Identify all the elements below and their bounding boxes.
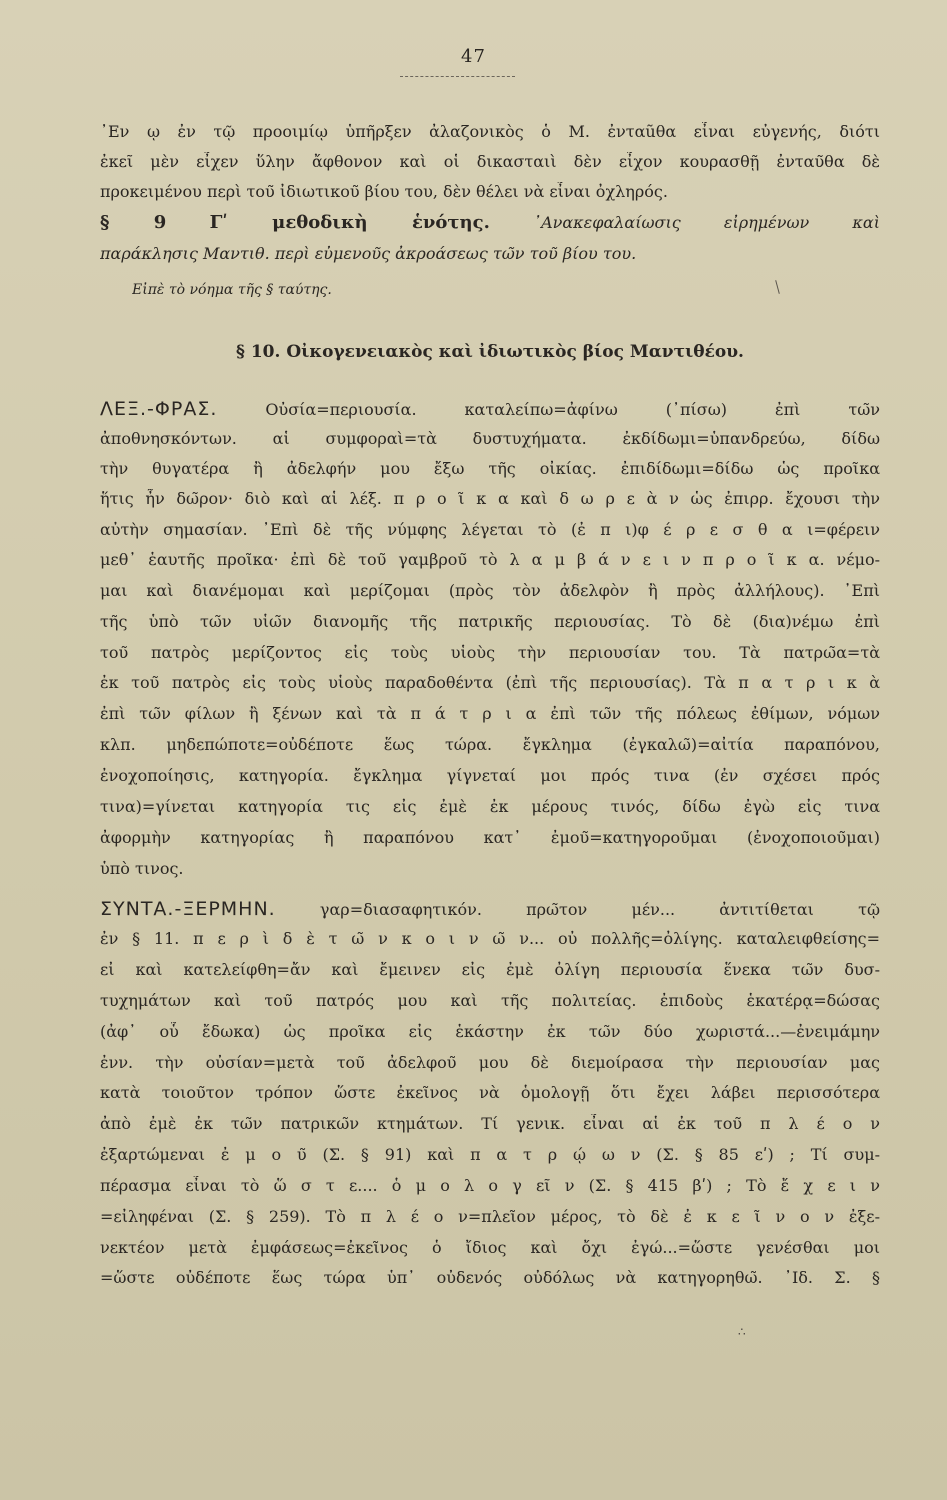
text-line: εἰ καὶ κατελείφθη=ἄν καὶ ἔμεινεν εἰς ἐμὲ ὀλίγη περιουσία ἕνεκα τω̃ν δυσ- [100,960,880,979]
text-line: ἐκεῖ μὲν εἶχεν ὕλην ἄφθονον καὶ οἱ δικασταιὶ δὲν εἶχον κουρασθῇ ἐνταυ̃θα δὲ [100,152,880,171]
text-line: =ὥστε οὐδέποτε ἕως τώρα ὑπ᾿ οὐδενός οὐδόλως νὰ κατηγορηθω̃. ᾿Ιδ. Σ. § [100,1268,880,1287]
syntax-line-1 [100,898,880,920]
section-9-text-continued: παράκλησις Μαντιθ. περὶ εὐμενου̃ς ἀκροάσεως τω̃ν του̃ βίου του. [100,244,637,263]
text-line: ἐνν. τὴν οὐσίαν=μετὰ του̃ ἀδελφου̃ μου δὲ διεμοίρασα τὴν περιουσίαν μας [100,1053,880,1072]
stray-tick [775,280,780,294]
text-line: τινα)=γίνεται κατηγορία τις εἰς ἐμὲ ἐκ μέρους τινός, δίδω ἐγὼ εἰς τινα [100,797,880,816]
text-line: ἀφορμὴν κατηγορίας ἢ παραπόνου κατ᾿ ἐμου̃=κατηγορου̃μαι (ἐνοχοποιου̃μαι) [100,828,880,847]
lexfras-text: Οὐσία=περιουσία. καταλείπω=ἀφίνω (᾿πίσω) ἐπὶ τω̃ν [265,400,880,419]
text-line: κατὰ τοιου̃τον τρόπον ὥστε ἐκει̃νος νὰ ὁμολογῇ ὅτι ἔχει λάβει περισσότερα [100,1083,880,1102]
text-line: προκειμένου περὶ του̃ ἰδιωτικου̃ βίου του, δὲν θέλει νὰ εἶναι ὀχληρός. [100,182,668,201]
text-line: ἐνοχοποίησις, κατηγορία. ἔγκλημα γίγνεταί μοι πρός τινα (ἐν σχέσει πρός [100,766,880,785]
text-line: ᾿Εν ῳ ἐν τῷ προοιμίῳ ὑπη̃ρξεν ἀλαζονικὸς ὁ Μ. ἐνταũθα εἶναι εὐγενής, διότι [100,122,880,141]
text-line: κλπ. μηδεπώποτε=οὐδέποτε ἕως τώρα. ἔγκλημα (ἐγκαλω̃)=αἰτία παραπόνου, [100,735,880,754]
text-line: ὑπὸ τινος. [100,859,184,878]
text-line: αὐτὴν σημασίαν. ᾿Επὶ δὲ τη̃ς νύμφης λέγεται τὸ (ἐ π ι)φ έ ρ ε σ θ α ι=φέρειν [100,520,880,539]
lexfras-line-1 [100,398,880,420]
text-line: μαι καὶ διανέμομαι καὶ μερίζομαι (πρὸς τὸν ἀδελφὸν ἢ πρὸς ἀλλήλους). ᾿Επὶ [100,581,880,600]
section-9-number: § 9 [100,212,167,233]
text-line: τὴν θυγατέρα ἢ ἀδελφήν μου ἔξω τη̃ς οἰκίας. ἐπιδίδωμι=δίδω ὡς προι̃κα [100,459,880,478]
section-10-heading: § 10. Οἰκογενειακὸς καὶ ἰδιωτικὸς βίος Μαντιθέου. [236,342,744,362]
section-9-note: Εἰπὲ τὸ νόημα τη̃ς § ταύτης. [132,282,332,298]
syntax-label: ΣΥΝΤΑ.-ΞΕΡΜΗΝ. [100,898,276,920]
text-line: ἀποθνησκόντων. αἱ συμφοραὶ=τὰ δυστυχήματα. ἐκδίδωμι=ὑπανδρεύω, δίδω [100,429,880,448]
section-9-title: Γʹ μεθοδικὴ ἑνότης. [209,212,490,233]
syntax-text: γαρ=διασαφητικόν. πρω̃τον μέν... ἀντιτίθεται τῷ [319,900,880,919]
header-rule [400,76,515,77]
text-line: =εἰληφέναι (Σ. § 259). Τὸ π λ έ ο ν=πλει̃ον μέρος, τὸ δὲ ἐ κ ε ι̃ ν ο ν ἐξε- [100,1207,880,1226]
text-line: ἐν § 11. π ε ρ ὶ δ ὲ τ ω̃ ν κ ο ι ν ω̃ ν... οὐ πολλη̃ς=ὀλίγης. καταλειφθείσης= [100,929,880,948]
lexfras-label: ΛΕΞ.-ΦΡΑΣ. [100,398,218,420]
text-line: τη̃ς ὑπὸ τω̃ν υἱω̃ν διανομη̃ς τη̃ς πατρικη̃ς περιουσίας. Τὸ δὲ (δια)νέμω ἐπὶ [100,612,880,631]
text-line: ἐκ του̃ πατρὸς εἰς τοὺς υἱοὺς παραδοθέντα (ἐπὶ τη̃ς περιουσίας). Τὰ π α τ ρ ι κ ὰ [100,673,880,692]
text-line: ἥτις ἦν δω̃ρον· διὸ καὶ αἱ λέξ. π ρ ο ι̃ κ α καὶ δ ω ρ ε ὰ ν ὡς ἐπιρρ. ἔχουσι τὴν [100,489,880,508]
text-line: ἀπὸ ἐμὲ ἐκ τω̃ν πατρικω̃ν κτημάτων. Τί γενικ. εἶναι αἱ ἐκ του̃ π λ έ ο ν [100,1114,880,1133]
section-9-heading-line [100,212,880,233]
text-line: πέρασμα εἶναι τὸ ὥ σ τ ε.... ὁ μ ο λ ο γ εῖ ν (Σ. § 415 βʹ) ; Τὸ ἔ χ ε ι ν [100,1176,880,1195]
text-line: ἐπὶ τω̃ν φίλων ἢ ξένων καὶ τὰ π ά τ ρ ι α ἐπὶ τω̃ν τη̃ς πόλεως ἐθίμων, νόμων [100,704,880,723]
text-line: (ἀφ᾿ οὗ ἔδωκα) ὡς προι̃κα εἰς ἑκάστην ἐκ τω̃ν δύο χωριστά...—ἐνειμάμην [100,1022,880,1041]
stray-ink-mark: ∴ [738,1325,744,1339]
text-line: του̃ πατρὸς μερίζοντος εἰς τοὺς υἱοὺς τὴν περιουσίαν του. Τὰ πατρω̃α=τὰ [100,643,880,662]
text-line: νεκτέον μετὰ ἐμφάσεως=ἐκει̃νος ὁ ἴδιος καὶ ὄχι ἐγώ...=ὥστε γενέσθαι μοι [100,1238,880,1257]
text-line: τυχημάτων καὶ του̃ πατρός μου καὶ τη̃ς πολιτείας. ἐπιδοὺς ἑκατέρᾳ=δώσας [100,991,880,1010]
text-line: μεθ᾿ ἑαυτη̃ς προι̃κα· ἐπὶ δὲ του̃ γαμβρου̃ τὸ λ α μ β ά ν ε ι ν π ρ ο ι̃ κ α. νέμο- [100,550,880,569]
section-9-text: ᾿Ανακεφαλαίωσις εἰρημένων καὶ [533,213,880,232]
page-number: 47 [461,46,486,67]
text-line: ἐξαρτώμεναι ἐ μ ο υ̃ (Σ. § 91) καὶ π α τ ρ ῴ ω ν (Σ. § 85 εʹ) ; Τί συμ- [100,1145,880,1164]
